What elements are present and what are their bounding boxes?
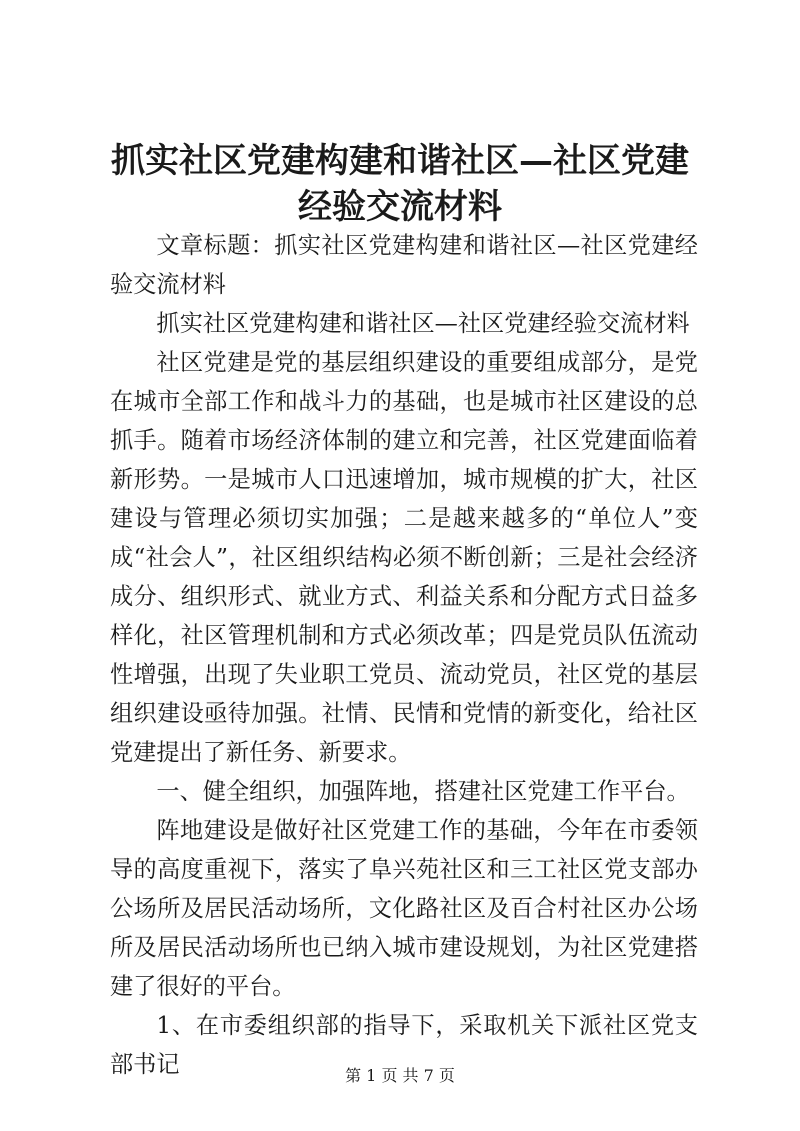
paragraph-article-heading: 文章标题：抓实社区党建构建和谐社区—社区党建经验交流材料 xyxy=(110,232,698,298)
paragraph-section-heading: 一、健全组织，加强阵地，搭建社区党建工作平台。 xyxy=(156,778,690,805)
paragraph-subtitle: 抓实社区党建构建和谐社区—社区党建经验交流材料 xyxy=(156,310,690,337)
page-footer: 第 1 页 共 7 页 xyxy=(345,1066,455,1085)
document-title: 抓实社区党建构建和谐社区—社区党建经验交流材料 xyxy=(111,141,689,227)
document-body xyxy=(110,226,698,1084)
paragraph-item-1: 1、在市委组织部的指导下，采取机关下派社区党支部书记 xyxy=(110,1012,698,1078)
paragraph-section-body: 阵地建设是做好社区党建工作的基础，今年在市委领导的高度重视下，落实了阜兴苑社区和三工社区党支部办公场所及居民活动场所，文化路社区及百合村社区办公场所及居民活动场所也已纳入城市建设规划，为社区党建搭建了很好的平台。 xyxy=(110,817,698,1000)
paragraph-intro: 社区党建是党的基层组织建设的重要组成部分，是党在城市全部工作和战斗力的基础，也是城市社区建设的总抓手。随着市场经济体制的建立和完善，社区党建面临着新形势。一是城市人口迅速增加，城市规模的扩大，社区建设与管理必须切实加强；二是越来越多的“单位人”变成“社会人”，社区组织结构必须不断创新；三是社会经济成分、组织形式、就业方式、利益关系和分配方式日益多样化，社区管理机制和方式必须改革；四是党员队伍流动性增强，出现了失业职工党员、流动党员，社区党的基层组织建设亟待加强。社情、民情和党情的新变化，给社区党建提出了新任务、新要求。 xyxy=(110,349,698,766)
